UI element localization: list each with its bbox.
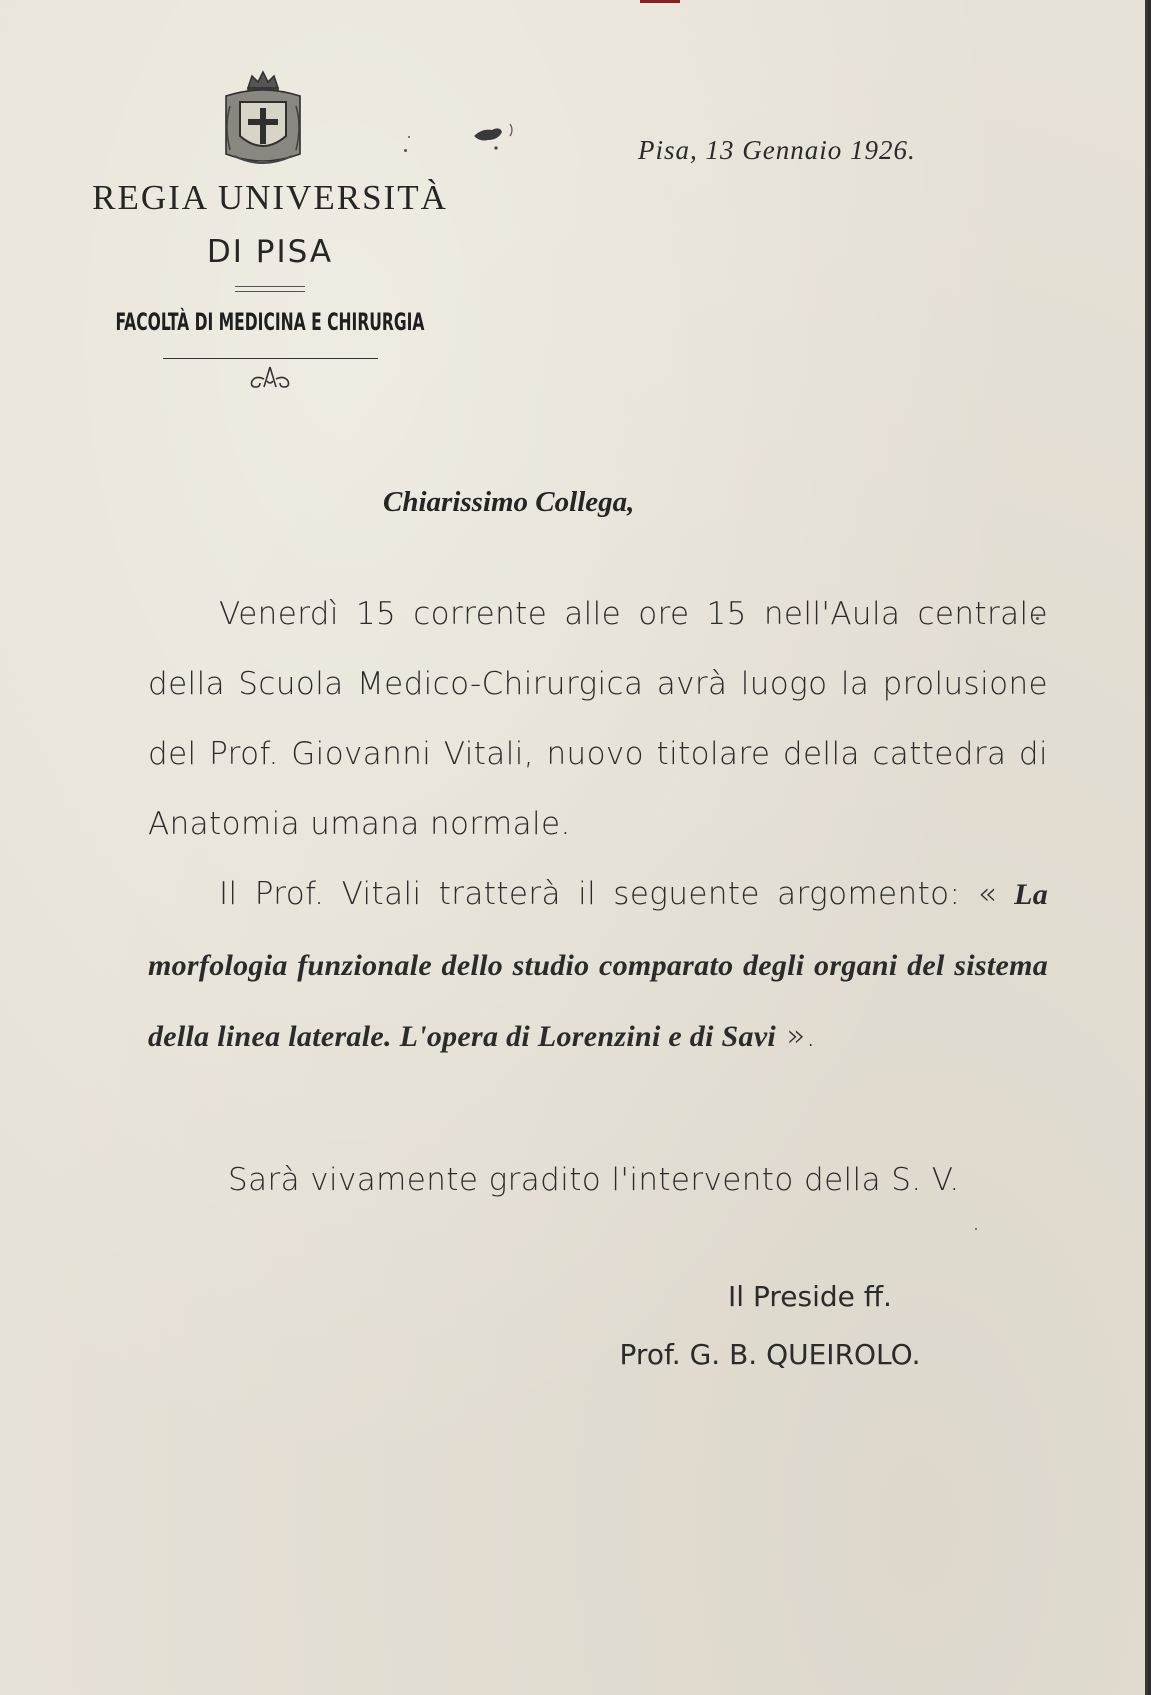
institution-city: DI PISA: [206, 234, 334, 270]
lecture-intro: Il Prof. Vitali tratterà il seguente argomento: «: [219, 876, 997, 912]
royal-crest-icon: [218, 66, 308, 172]
signer-role: Il Preside ff.: [728, 1280, 892, 1313]
letterhead: [40, 180, 500, 391]
signature-block: [560, 1268, 980, 1384]
ink-blot: [470, 122, 518, 152]
paper-edge-top: [640, 0, 680, 3]
flourish-ornament-icon: [248, 365, 292, 391]
institution-name: REGIA UNIVERSITÀ: [92, 178, 448, 217]
lecture-close: ».: [786, 1018, 816, 1054]
signer-name: Prof. G. B. QUEIROLO.: [619, 1338, 921, 1371]
letter-date: Pisa, 13 Gennaio 1926.: [638, 135, 916, 165]
letterhead-rule: [235, 286, 305, 292]
announcement-paragraph: Venerdì 15 corrente alle ore 15 nell'Aula centrale della Scuola Medico-Chirurgica avrà luogo la prolusione del Prof. Giovanni Vitali, nuovo titolare della cattedra di Anatomia umana normale.: [148, 596, 1048, 842]
paper-edge-right: [1145, 0, 1148, 1695]
lecture-topic-paragraph: [148, 859, 1048, 1072]
lecture-title: La morfologia funzionale dello studio comparato degli organi del sistema della linea laterale. L'opera di Lorenzini e di Savi: [148, 878, 1048, 1053]
paper-speck: [404, 149, 407, 152]
faculty-name: FACOLTÀ DI MEDICINA E CHIRURGIA: [115, 308, 425, 336]
closing-paragraph: Sarà vivamente gradito l'intervento della S. V.: [228, 1162, 960, 1198]
paper-speck: [975, 1228, 977, 1230]
letterhead-divider: [163, 358, 378, 359]
paper-speck: [408, 136, 410, 138]
salutation: Chiarissimo Collega,: [383, 486, 635, 518]
